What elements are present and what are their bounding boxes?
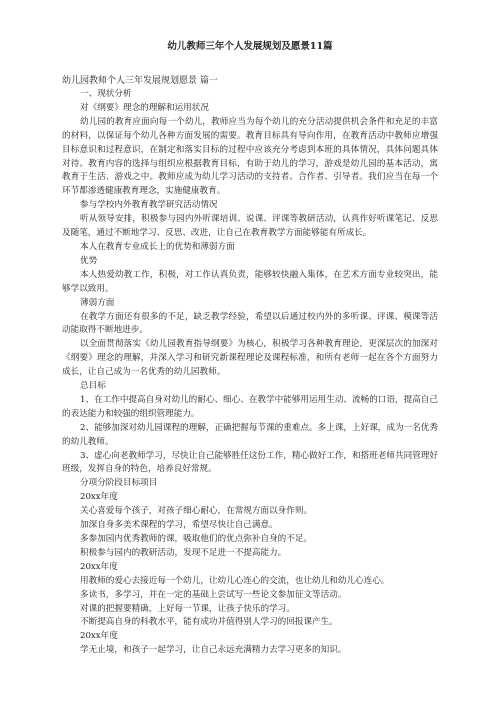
section-heading: 本人在教育专业成长上的优势和薄弱方面 [80, 241, 235, 252]
document-body [62, 88, 438, 658]
section-heading: 分项分阶段目标项目 [80, 478, 158, 489]
paragraph: 3、虚心向老教师学习，尽快让自己能够胜任这份工作，精心做好工作，和搭班老师共同管理好班级，发挥自身的特色，培养良好常规。 [62, 450, 438, 475]
paragraph: 本人热爱幼教工作，积极，对工作认真负责，能够较快融入集体，在艺术方面专业较突出，能够学以致用。 [62, 269, 438, 294]
paragraph: 在教学方面还有很多的不足，缺乏教学经验，希望以后通过校内外的多听课、评课、模课等活动能取得不断地进步。 [62, 311, 438, 336]
paragraph: 幼儿园的教育应面向每一个幼儿，教师应当为每个幼儿的充分活动提供机会条件和充足的丰富的材料，以保证每个幼儿各种方面发展的需要。教育目标具有导向作用，在教育活动中教师应增强目标意识和过程意识，在制定和落实目标的过程中应该充分考虑到本班的具体情况，具体问题具体对待。教育内容的选择与组织应根据教育目标，有助于幼儿的学习，游戏是幼儿园的基本活动，寓教育于生活、游戏之中。教师应成为幼儿学习活动的支持者、合作者、引导者。我们应当在每一个环节都渗透健康教育理念，实施健康教育。 [62, 116, 438, 197]
section-heading: 关心喜爱每个孩子，对孩子细心耐心，在常规方面以身作则。 [80, 506, 313, 517]
document-title: 幼儿教师三年个人发展规划及愿景11篇 [167, 41, 333, 52]
paragraph: 1、在工作中提高自身对幼儿的耐心、细心、在教学中能够用运用生动、流畅的口语，提高自己的表达能力和较强的组织管理能力。 [62, 394, 438, 419]
section-heading: 20xx年度 [80, 492, 118, 503]
section-heading: 优势 [80, 255, 98, 266]
document-subtitle: 幼儿园教师个人三年发展规划愿景 篇一 [62, 76, 218, 86]
section-heading: 对课的把握要精确，上好每一节课，让孩子快乐的学习。 [80, 603, 295, 614]
section-heading: 参与学校内外教育教学研究活动情况 [80, 200, 218, 211]
paragraph: 以全面贯彻落实《幼儿园教育指导纲要》为核心，积极学习各种教育理论，更深层次的加深对《纲要》理念的理解，并深入学习和研究新课程理论及课程标准，和所有老师一起在各个方面努力成长，让自己成为一名优秀的幼儿园教师。 [62, 339, 438, 378]
paragraph: 2、能够加深对幼儿园课程的理解，正确把握每节课的重难点。多上课，上好课，成为一名优秀的幼儿教师。 [62, 422, 438, 447]
paragraph: 听从领导安排，积极参与园内外听课培训、说课、评课等教研活动，认真作好听课笔记、反思及随笔，通过不断地学习、反思、改进，让自己在教育教学方面能够能有所成长。 [62, 214, 438, 239]
section-heading: 薄弱方面 [80, 297, 115, 308]
section-heading: 加深自身多美术课程的学习，希望尽快让自己满意。 [80, 520, 278, 531]
section-heading: 不断提高自身的科教水平，能有成功并值得别人学习的回报课产生。 [80, 617, 338, 628]
section-heading: 总目标 [80, 381, 106, 392]
section-heading: 多读书，多学习，并在一定的基础上尝试写一些论文参加征文等活动。 [80, 589, 347, 600]
section-heading: 20xx年度 [80, 561, 118, 572]
section-heading: 对《纲要》理念的理解和运用状况 [80, 102, 209, 113]
section-heading: 学无止境，和孩子一起学习，让自己永远充满精力去学习更多的知识。 [80, 645, 347, 656]
section-heading: 积极参与园内的教研活动，发现不足进一不提高能力。 [80, 547, 287, 558]
section-heading: 一、现状分析 [80, 89, 132, 99]
section-heading: 多参加园内优秀教师的课，吸取他们的优点弥补自身的不足。 [80, 534, 313, 544]
section-heading: 用教师的爱心去接近每一个幼儿，让幼儿心连心的交流，也让幼儿和幼儿心连心。 [80, 575, 390, 586]
section-heading: 20xx年度 [80, 631, 118, 642]
